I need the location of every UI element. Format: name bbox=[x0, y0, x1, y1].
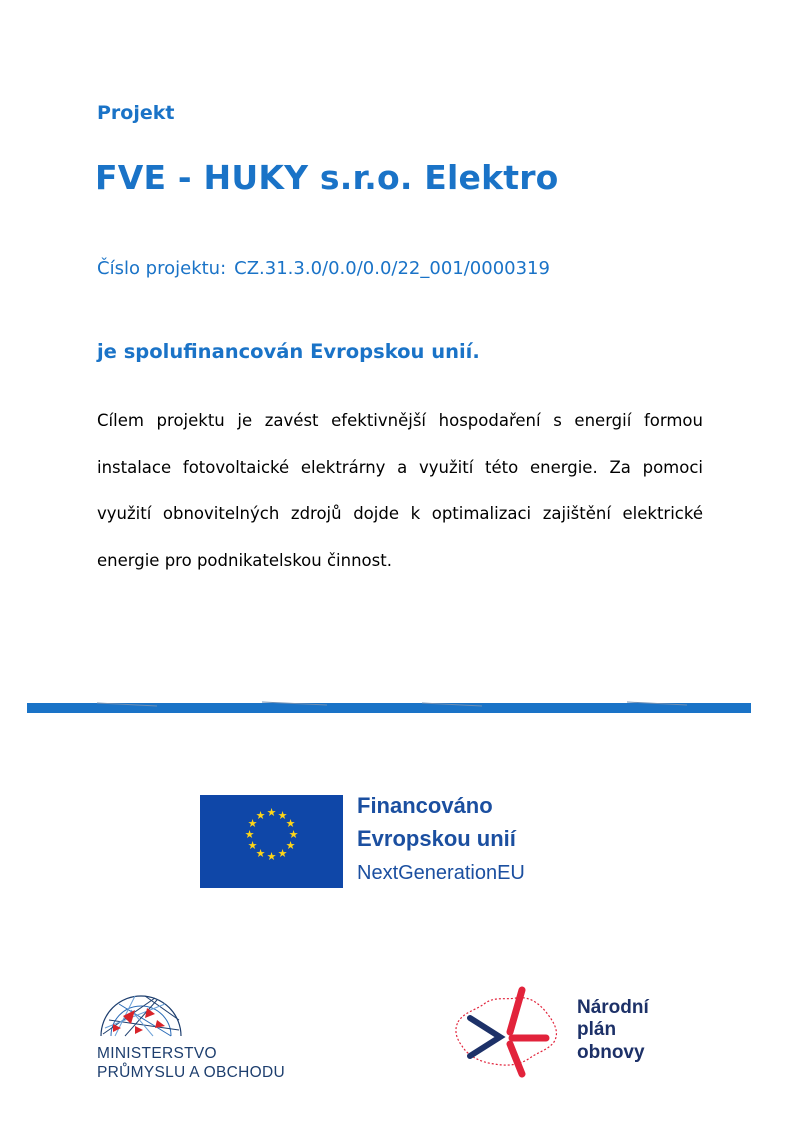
svg-text:★: ★ bbox=[266, 806, 277, 819]
npo-name-line2: plán bbox=[577, 1019, 617, 1040]
eu-flag-icon bbox=[200, 795, 343, 888]
npo-name-line1: Národní bbox=[577, 997, 649, 1018]
svg-text:★: ★ bbox=[277, 809, 288, 822]
eu-nextgen-line: NextGenerationEU bbox=[357, 862, 525, 884]
svg-text:★: ★ bbox=[277, 847, 288, 860]
svg-text:★: ★ bbox=[255, 847, 266, 860]
eu-stars bbox=[200, 795, 343, 888]
mpo-globe-icon bbox=[95, 990, 187, 1044]
eu-funded-line2: Evropskou unií bbox=[357, 826, 516, 851]
project-number-value: CZ.31.3.0/0.0/0.0/22_001/0000319 bbox=[234, 258, 550, 279]
npo-emblem-icon bbox=[450, 982, 570, 1086]
svg-text:★: ★ bbox=[285, 839, 296, 852]
svg-text:★: ★ bbox=[255, 809, 266, 822]
svg-text:★: ★ bbox=[247, 817, 258, 830]
mpo-name-line2: PRŮMYSLU A OBCHODU bbox=[97, 1064, 285, 1081]
eu-funded-line1: Financováno bbox=[357, 793, 493, 818]
svg-text:★: ★ bbox=[247, 839, 258, 852]
divider-strokes bbox=[27, 697, 751, 713]
svg-text:★: ★ bbox=[266, 850, 277, 863]
mpo-name-line1: MINISTERSTVO bbox=[97, 1045, 217, 1062]
project-number bbox=[97, 258, 550, 279]
cofinanced-statement: je spolufinancován Evropskou unií. bbox=[97, 340, 480, 363]
project-title: FVE - HUKY s.r.o. Elektro bbox=[95, 158, 559, 197]
project-label: Projekt bbox=[97, 102, 175, 124]
svg-text:★: ★ bbox=[285, 817, 296, 830]
project-description: Cílem projektu je zavést efektivnější hospodaření s energií formou instalace fotovoltaické elektrárny a využití této energie. Za pomoci využití obnovitelných zdrojů dojde k optimalizaci zajištění elektrické energie pro podnikatelskou činnost. bbox=[97, 411, 703, 570]
svg-text:★: ★ bbox=[288, 828, 299, 841]
project-number-label: Číslo projektu: bbox=[97, 258, 227, 279]
divider-bar bbox=[27, 703, 751, 713]
npo-name-line3: obnovy bbox=[577, 1042, 645, 1063]
svg-text:★: ★ bbox=[244, 828, 255, 841]
